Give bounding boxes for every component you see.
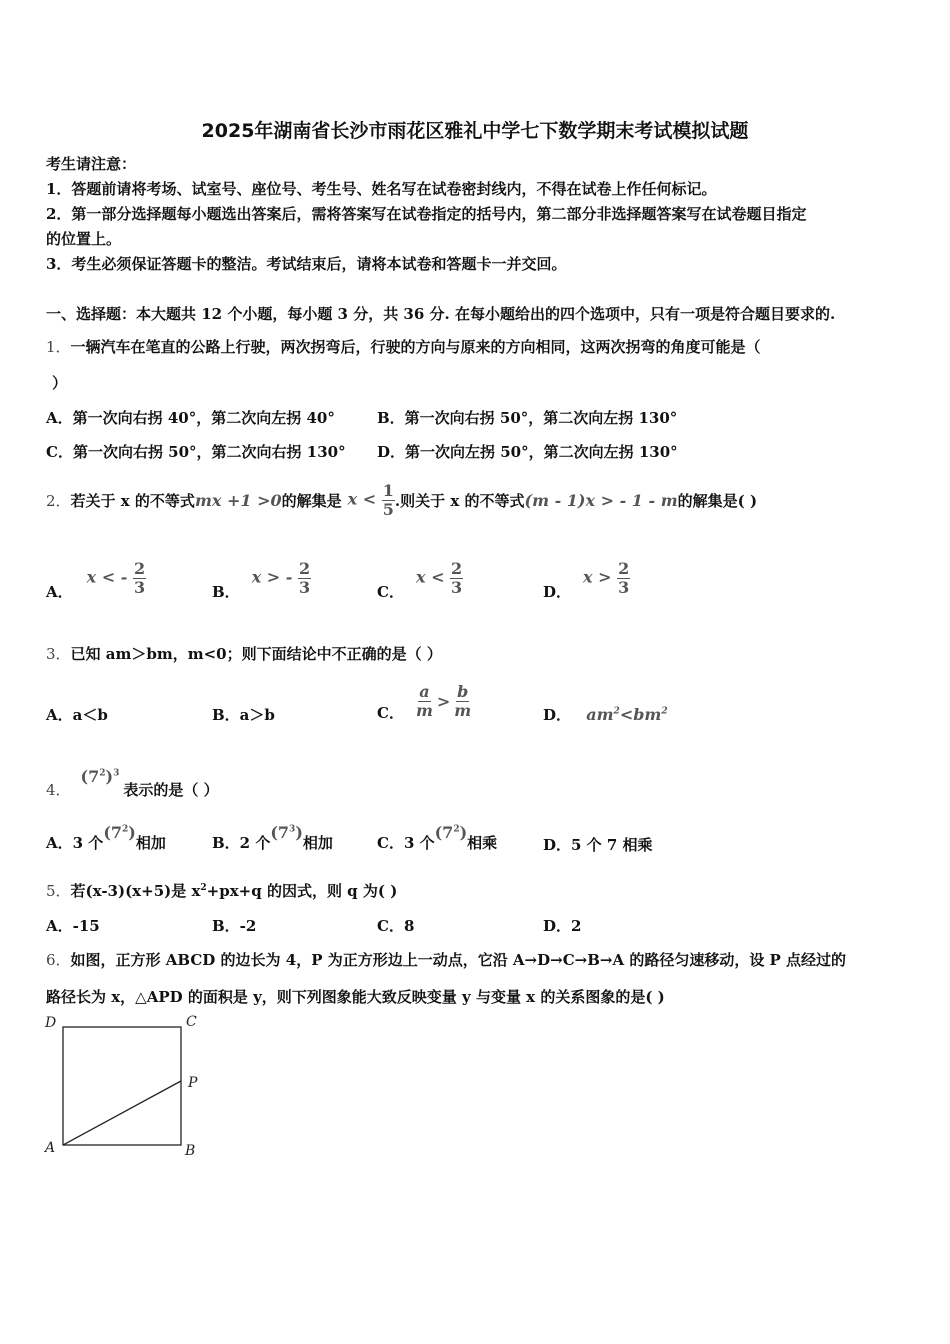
label-b: B <box>185 1143 196 1159</box>
question-1 <box>46 336 761 357</box>
q1-option-c: C．第一次向右拐 50°，第二次向右拐 130° <box>46 443 346 461</box>
q4-opt-a-close: ) <box>128 822 136 842</box>
square-abcd <box>63 1027 181 1145</box>
q2-sol-denominator: 5 <box>382 499 394 519</box>
q5-text-pre: 若(x-3)(x+5)是 x <box>70 882 201 900</box>
q2-opt-d-expr <box>583 560 630 596</box>
q3-opt-c-m1: m <box>415 700 433 720</box>
q2-opt-b-num: 2 <box>299 558 311 578</box>
q4-opt-a-exp: 2 <box>122 824 129 835</box>
q4-opt-b-base: (7 <box>270 822 290 842</box>
q2-option-a <box>46 558 146 606</box>
q4-opt-b-post: 相加 <box>302 833 333 852</box>
notice-line-1: 1．答题前请将考场、试室号、座位号、考生号、姓名写在试卷密封线内，不得在试卷上作任何标记。 <box>46 180 717 198</box>
q2-inequality-1: mx +1 >0 <box>194 490 282 510</box>
q4-base: (7 <box>80 766 100 786</box>
q2-post: 的解集是( ) <box>677 491 758 510</box>
q2-option-d <box>543 558 630 606</box>
q2-opt-b-label: B． <box>212 582 240 601</box>
notice-heading: 考生请注意： <box>46 155 137 173</box>
q4-expression <box>81 767 120 786</box>
q3-opt-c-gt: > <box>436 691 451 711</box>
q3-option-a: A．a＜b <box>46 706 108 724</box>
question-4 <box>46 760 219 804</box>
q2-opt-a-num: 2 <box>133 558 146 578</box>
question-2 <box>46 474 757 526</box>
q5-text-exp: 2 <box>200 883 207 893</box>
label-a: A <box>45 1140 56 1156</box>
q2-opt-c-expr <box>416 560 463 596</box>
notice-line-2: 2．第一部分选择题每小题选出答案后，需将答案写在试卷指定的括号内，第二部分非选择题答案写在试卷题目指定 <box>46 205 807 223</box>
q2-opt-c-den: 3 <box>451 577 463 597</box>
q5-option-b: B．-2 <box>212 917 257 935</box>
q2-opt-d-den: 3 <box>618 577 630 597</box>
q3-opt-d-bm: bm <box>633 705 662 724</box>
q3-opt-d-label: D． <box>543 706 572 724</box>
q2-opt-b-expr <box>252 560 311 596</box>
q4-opt-c-expr <box>435 823 468 842</box>
q2-solution <box>348 482 395 518</box>
q4-opt-a-base: (7 <box>103 822 123 842</box>
q4-outer-exp: 3 <box>113 768 120 779</box>
q1-number: 1． <box>46 338 71 356</box>
q5-number: 5． <box>46 882 71 900</box>
q4-opt-a-label: A．3 个 <box>46 833 104 852</box>
q3-option-b: B．a＞b <box>212 706 275 724</box>
q2-inequality-2: (m - 1)x > - 1 - m <box>524 490 678 510</box>
q4-number: 4． <box>46 780 71 799</box>
section-heading: 一、选择题：本大题共 12 个小题，每小题 3 分，共 36 分. 在每小题给出的四个选项中，只有一项是符合题目要求的. <box>46 305 836 323</box>
q1-option-d: D．第一次向左拐 50°，第二次向左拐 130° <box>377 443 678 461</box>
question-5 <box>46 880 397 901</box>
q4-option-a <box>46 820 166 856</box>
q3-opt-d-exp1: 2 <box>613 706 620 717</box>
q4-opt-a-post: 相加 <box>135 833 166 852</box>
segment-ap <box>63 1081 181 1145</box>
q2-sol-numerator: 1 <box>382 480 394 500</box>
q3-opt-d-lt: < <box>619 705 634 724</box>
q5-option-a: A．-15 <box>46 917 100 935</box>
q2-pre: 若关于 x 的不等式 <box>70 491 195 510</box>
q2-mid2: .则关于 x 的不等式 <box>394 491 525 510</box>
q4-opt-b-exp: 3 <box>289 824 296 835</box>
q1-text: 一辆汽车在笔直的公路上行驶，两次拐弯后，行驶的方向与原来的方向相同，这两次拐弯的角度可能是（ <box>70 338 761 356</box>
q2-opt-a-expr <box>87 560 146 596</box>
q4-opt-c-exp: 2 <box>453 824 460 835</box>
page-title: 2025年湖南省长沙市雨花区雅礼中学七下数学期末考试模拟试题 <box>201 120 749 142</box>
q2-opt-a-label: A． <box>46 582 73 601</box>
q2-solution-fraction <box>382 482 395 518</box>
question-3 <box>46 643 442 664</box>
q4-opt-c-close: ) <box>459 822 468 842</box>
q5-text-post: +px+q 的因式，则 q 为( ) <box>206 882 398 900</box>
q3-opt-c-expr <box>416 683 471 719</box>
q4-opt-c-label: C．3 个 <box>377 833 435 852</box>
q4-option-c <box>377 820 497 856</box>
q2-option-b <box>212 558 311 606</box>
q4-option-b <box>212 820 333 856</box>
square-figure <box>40 1012 210 1162</box>
q4-opt-a-expr <box>103 823 136 842</box>
q2-opt-b-den: 3 <box>299 577 311 597</box>
label-p: P <box>188 1075 198 1091</box>
q6-number: 6． <box>46 951 71 969</box>
q6-line-2: 路径长为 x，△APD 的面积是 y，则下列图象能大致反映变量 y 与变量 x 的关系图象的是( ) <box>46 988 665 1006</box>
q1-option-b: B．第一次向右拐 50°，第二次向左拐 130° <box>377 409 678 427</box>
q2-mid: 的解集是 <box>281 491 342 510</box>
notice-line-3: 3．考生必须保证答题卡的整洁。考试结束后，请将本试卷和答题卡一并交回。 <box>46 255 567 273</box>
q2-opt-c-lhs: x < <box>415 567 445 587</box>
q3-opt-c-b: b <box>457 681 469 701</box>
q4-opt-c-base: (7 <box>434 822 454 842</box>
q2-number: 2． <box>46 491 71 510</box>
q3-opt-c-a: a <box>419 681 430 701</box>
q2-opt-c-label: C． <box>377 582 404 601</box>
q2-opt-d-label: D． <box>543 582 572 601</box>
q4-opt-b-expr <box>270 823 303 842</box>
q1-option-a: A．第一次向右拐 40°，第二次向左拐 40° <box>46 409 335 427</box>
q2-opt-a-den: 3 <box>133 577 146 597</box>
q3-option-d <box>543 704 668 725</box>
q3-text: 已知 am＞bm，m<0；则下面结论中不正确的是（ ） <box>70 645 442 663</box>
q2-opt-c-num: 2 <box>451 558 463 578</box>
q4-opt-b-close: ) <box>295 822 303 842</box>
q4-text: 表示的是（ ） <box>123 780 219 799</box>
q4-inner-exp: 2 <box>99 768 106 779</box>
q5-option-d: D．2 <box>543 917 582 935</box>
question-6 <box>46 949 846 970</box>
q5-option-c: C．8 <box>377 917 415 935</box>
q6-line-1: 如图，正方形 ABCD 的边长为 4，P 为正方形边上一动点，它沿 A→D→C→B→A 的路径匀速移动，设 P 点经过的 <box>70 951 847 969</box>
label-d: D <box>45 1015 57 1031</box>
notice-line-2b: 的位置上。 <box>46 230 122 248</box>
q4-opt-b-label: B．2 个 <box>212 833 271 852</box>
q4-close-paren: ) <box>105 766 114 786</box>
q2-solution-lhs: x < <box>347 489 377 509</box>
q2-opt-d-lhs: x > <box>583 567 612 587</box>
q3-opt-d-exp2: 2 <box>661 706 668 717</box>
q1-close: ） <box>52 374 68 392</box>
q3-opt-c-m2: m <box>454 700 472 720</box>
q2-opt-a-lhs: x < - <box>86 567 128 587</box>
q3-number: 3． <box>46 645 71 663</box>
q4-opt-c-post: 相乘 <box>467 833 498 852</box>
q3-opt-d-am: am <box>586 705 614 724</box>
q3-option-c <box>377 678 471 724</box>
q4-option-d: D．5 个 7 相乘 <box>543 836 653 854</box>
label-c: C <box>186 1014 197 1030</box>
q2-option-c <box>377 558 463 606</box>
q3-opt-d-expr <box>586 705 667 724</box>
q2-opt-b-lhs: x > - <box>251 567 293 587</box>
q3-opt-c-label: C． <box>377 703 404 722</box>
q2-opt-d-num: 2 <box>618 558 630 578</box>
